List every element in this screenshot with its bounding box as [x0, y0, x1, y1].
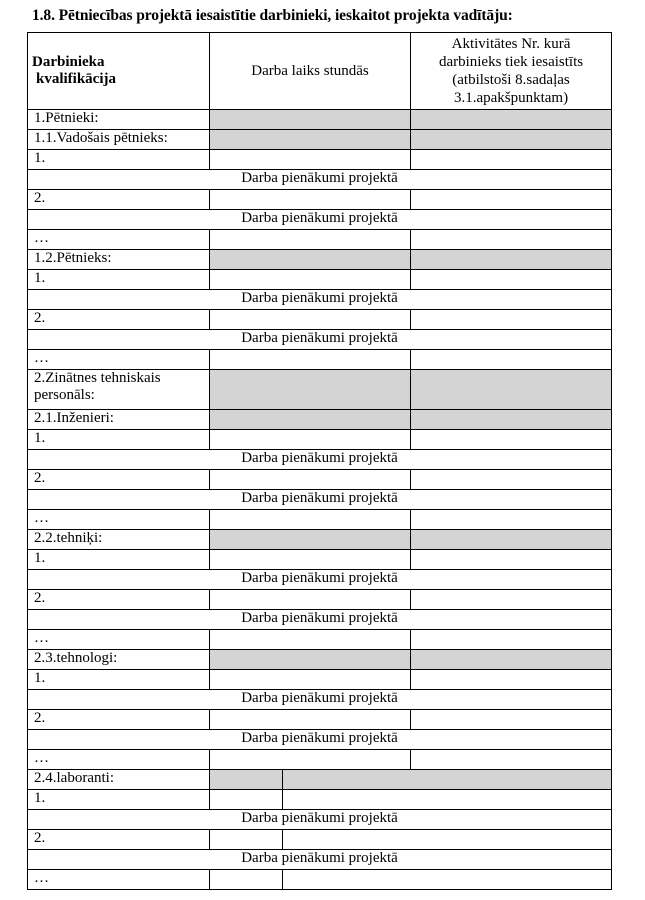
staff-number: … — [28, 750, 210, 770]
category-row — [28, 530, 612, 550]
duties-row — [28, 490, 612, 510]
hours-input-cell[interactable] — [210, 790, 283, 810]
category-label: 2.3.tehnologi: — [28, 650, 210, 670]
staff-row — [28, 230, 612, 250]
staff-number: 1. — [28, 270, 210, 290]
staff-row — [28, 790, 612, 810]
staff-row — [28, 830, 612, 850]
duties-cell[interactable]: Darba pienākumi projektā — [28, 570, 612, 590]
staff-row — [28, 190, 612, 210]
category-row — [28, 110, 612, 130]
staff-row — [28, 630, 612, 650]
staff-row — [28, 310, 612, 330]
staff-number: … — [28, 870, 210, 890]
staff-number: 1. — [28, 670, 210, 690]
staff-row — [28, 510, 612, 530]
activity-input-cell[interactable] — [411, 710, 612, 730]
duties-row — [28, 210, 612, 230]
staff-row — [28, 270, 612, 290]
duties-cell[interactable]: Darba pienākumi projektā — [28, 610, 612, 630]
activity-input-cell[interactable] — [283, 830, 612, 850]
duties-cell[interactable]: Darba pienākumi projektā — [28, 490, 612, 510]
hours-input-cell[interactable] — [210, 510, 411, 530]
duties-row — [28, 850, 612, 870]
staff-number: 1. — [28, 430, 210, 450]
activity-input-cell[interactable] — [411, 670, 612, 690]
activity-cell-shaded — [411, 650, 612, 670]
hours-cell-shaded — [210, 650, 411, 670]
duties-row — [28, 170, 612, 190]
duties-cell[interactable]: Darba pienākumi projektā — [28, 690, 612, 710]
staff-number: 1. — [28, 550, 210, 570]
hours-cell-shaded — [210, 130, 411, 150]
header-working-hours: Darba laiks stundās — [210, 33, 411, 110]
duties-row — [28, 290, 612, 310]
category-label: 1.Pētnieki: — [28, 110, 210, 130]
staff-number: … — [28, 630, 210, 650]
staff-number: … — [28, 510, 210, 530]
category-label: 1.1.Vadošais pētnieks: — [28, 130, 210, 150]
staff-number: … — [28, 230, 210, 250]
duties-cell[interactable]: Darba pienākumi projektā — [28, 850, 612, 870]
activity-input-cell[interactable] — [411, 430, 612, 450]
activity-input-cell[interactable] — [411, 550, 612, 570]
category-label: 2.4.laboranti: — [28, 770, 210, 790]
staff-row — [28, 710, 612, 730]
category-row — [28, 250, 612, 270]
hours-input-cell[interactable] — [210, 430, 411, 450]
activity-input-cell[interactable] — [411, 470, 612, 490]
activity-cell-shaded — [411, 370, 612, 410]
staff-row — [28, 590, 612, 610]
category-label: 2.Zinātnes tehniskais personāls: — [28, 370, 210, 410]
staff-number: 2. — [28, 830, 210, 850]
activity-input-cell[interactable] — [411, 630, 612, 650]
hours-input-cell[interactable] — [210, 190, 411, 210]
activity-cell-shaded — [411, 130, 612, 150]
activity-input-cell[interactable] — [411, 150, 612, 170]
duties-row — [28, 730, 612, 750]
category-label: 1.2.Pētnieks: — [28, 250, 210, 270]
duties-cell[interactable]: Darba pienākumi projektā — [28, 170, 612, 190]
staff-number: 2. — [28, 590, 210, 610]
staff-row — [28, 430, 612, 450]
hours-input-cell[interactable] — [210, 590, 411, 610]
hours-input-cell[interactable] — [210, 630, 411, 650]
staff-number: … — [28, 350, 210, 370]
staff-row — [28, 550, 612, 570]
duties-cell[interactable]: Darba pienākumi projektā — [28, 450, 612, 470]
staff-row — [28, 470, 612, 490]
staff-row — [28, 670, 612, 690]
duties-row — [28, 690, 612, 710]
duties-row — [28, 450, 612, 470]
hours-input-cell[interactable] — [210, 750, 411, 770]
hours-cell-shaded — [210, 370, 411, 410]
hours-input-cell[interactable] — [210, 270, 411, 290]
hours-input-cell[interactable] — [210, 550, 411, 570]
duties-row — [28, 570, 612, 590]
activity-input-cell[interactable] — [411, 190, 612, 210]
hours-input-cell[interactable] — [210, 230, 411, 250]
activity-input-cell[interactable] — [411, 310, 612, 330]
hours-input-cell[interactable] — [210, 830, 283, 850]
duties-cell[interactable]: Darba pienākumi projektā — [28, 730, 612, 750]
activity-input-cell[interactable] — [411, 590, 612, 610]
category-row — [28, 130, 612, 150]
hours-input-cell[interactable] — [210, 310, 411, 330]
duties-cell[interactable]: Darba pienākumi projektā — [28, 290, 612, 310]
hours-input-cell[interactable] — [210, 870, 283, 890]
category-label: 2.1.Inženieri: — [28, 410, 210, 430]
hours-input-cell[interactable] — [210, 710, 411, 730]
staff-number: 1. — [28, 150, 210, 170]
activity-input-cell[interactable] — [283, 870, 612, 890]
activity-input-cell[interactable] — [411, 350, 612, 370]
staff-number: 2. — [28, 470, 210, 490]
hours-cell-shaded — [210, 110, 411, 130]
activity-input-cell[interactable] — [411, 230, 612, 250]
activity-cell-shaded — [411, 250, 612, 270]
duties-cell[interactable]: Darba pienākumi projektā — [28, 810, 612, 830]
hours-cell-shaded — [210, 250, 411, 270]
hours-input-cell[interactable] — [210, 350, 411, 370]
category-row — [28, 650, 612, 670]
header-activity-number: Aktivitātes Nr. kurā darbinieks tiek iesaistīts (atbilstoši 8.sadaļas 3.1.apakšpunktam) — [411, 33, 612, 110]
hours-input-cell[interactable] — [210, 150, 411, 170]
header-qualification: Darbinieka kvalifikācija — [28, 33, 210, 110]
duties-cell[interactable]: Darba pienākumi projektā — [28, 330, 612, 350]
hours-cell-shaded — [210, 410, 411, 430]
staff-number: 1. — [28, 790, 210, 810]
duties-row — [28, 330, 612, 350]
staff-table — [27, 32, 612, 890]
staff-row — [28, 750, 612, 770]
duties-row — [28, 610, 612, 630]
duties-row — [28, 810, 612, 830]
activity-cell-shaded — [411, 530, 612, 550]
hours-cell-shaded — [210, 530, 411, 550]
section-heading: 1.8. Pētniecības projektā iesaistītie darbinieki, ieskaitot projekta vadītāju: — [32, 7, 513, 24]
activity-cell-shaded — [411, 110, 612, 130]
activity-input-cell[interactable] — [411, 750, 612, 770]
staff-row — [28, 150, 612, 170]
category-row — [28, 770, 612, 790]
activity-input-cell[interactable] — [411, 270, 612, 290]
category-row — [28, 410, 612, 430]
staff-number: 2. — [28, 310, 210, 330]
hours-input-cell[interactable] — [210, 470, 411, 490]
activity-cell-shaded — [411, 410, 612, 430]
category-label: 2.2.tehniķi: — [28, 530, 210, 550]
category-row — [28, 370, 612, 410]
duties-cell[interactable]: Darba pienākumi projektā — [28, 210, 612, 230]
table-header-row — [28, 33, 612, 110]
staff-row — [28, 350, 612, 370]
staff-number: 2. — [28, 710, 210, 730]
staff-number: 2. — [28, 190, 210, 210]
activity-input-cell[interactable] — [283, 790, 612, 810]
hours-cell-shaded — [210, 770, 283, 790]
activity-input-cell[interactable] — [411, 510, 612, 530]
hours-input-cell[interactable] — [210, 670, 411, 690]
staff-row — [28, 870, 612, 890]
activity-cell-shaded — [283, 770, 612, 790]
